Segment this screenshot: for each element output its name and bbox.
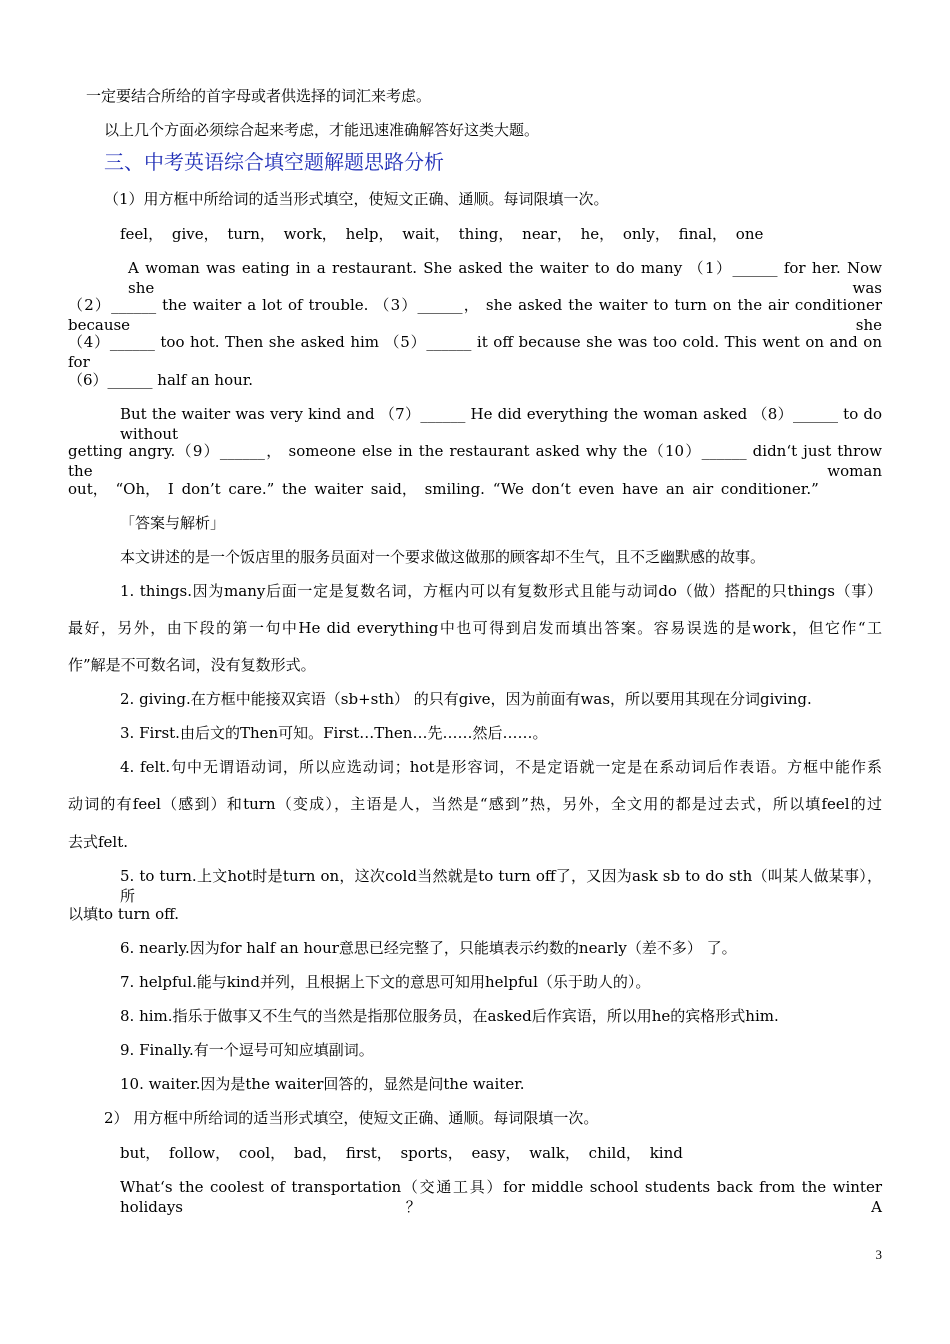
q1-passage-line: out， “Oh， I don’t care.” the waiter said， smiling. “We don‘t even have an air conditioner.” xyxy=(68,480,819,498)
answer-line: 去式felt. xyxy=(68,833,129,851)
q1-word-box: feel， give， turn， work， help， wait， thing， near， he， only， final， one xyxy=(120,225,764,243)
answer-line: 最好，另外，由下段的第一句中He did everything中也可得到启发而填出答案。容易误选的是work，但它作“工 xyxy=(68,619,882,637)
q2-passage-line: What‘s the coolest of transportation（交通工具）for middle school students back from the winter holidays？ A xyxy=(120,1178,882,1216)
answer-heading: 「答案与解析」 xyxy=(120,514,226,532)
q1-passage-line: A woman was eating in a restaurant. She asked the waiter to do many （1）______ for her. Now she was xyxy=(128,259,882,297)
answer-line: 7. helpful.能与kind并列，且根据上下文的意思可知用helpful（乐于助人的）。 xyxy=(120,973,651,991)
intro-line-1: 一定要结合所给的首字母或者供选择的词汇来考虑。 xyxy=(86,87,432,105)
answer-line: 5. to turn.上文hot时是turn on，这次cold当然就是to turn off了，又因为ask sb to do sth（叫某人做某事），所 xyxy=(120,867,882,905)
answer-summary: 本文讲述的是一个饭店里的服务员面对一个要求做这做那的顾客却不生气，且不乏幽默感的故事。 xyxy=(120,548,766,566)
section-heading: 三、中考英语综合填空题解题思路分析 xyxy=(104,150,444,174)
answer-line: 2. giving.在方框中能接双宾语（sb+sth） 的只有give，因为前面有was，所以要用其现在分词giving. xyxy=(120,690,812,708)
q2-instruction: 2） 用方框中所给词的适当形式填空，使短文正确、通顺。每词限填一次。 xyxy=(104,1109,599,1127)
answer-line: 以填to turn off. xyxy=(68,905,180,923)
q2-word-box: but， follow， cool， bad， first， sports， easy， walk， child， kind xyxy=(120,1144,683,1162)
answer-line: 3. First.由后文的Then可知。First…Then…先……然后……。 xyxy=(120,724,548,742)
intro-line-2: 以上几个方面必须综合起来考虑，才能迅速准确解答好这类大题。 xyxy=(104,121,540,139)
answer-line: 作”解是不可数名词，没有复数形式。 xyxy=(68,656,316,674)
q1-passage-line: getting angry.（9）______， someone else in the restaurant asked why the（10）______ didn‘t just throw the woman xyxy=(68,442,882,480)
answer-line: 9. Finally.有一个逗号可知应填副词。 xyxy=(120,1041,374,1059)
q1-passage-line: But the waiter was very kind and （7）______ He did everything the woman asked （8）______ to do without xyxy=(120,405,882,443)
answer-line: 8. him.指乐于做事又不生气的当然是指那位服务员，在asked后作宾语，所以用he的宾格形式him. xyxy=(120,1007,779,1025)
q1-passage-line: （6）______ half an hour. xyxy=(68,371,254,389)
answer-line: 动词的有feel（感到）和turn（变成），主语是人，当然是“感到”热，另外，全文用的都是过去式，所以填feel的过 xyxy=(68,795,882,813)
q1-instruction: （1）用方框中所给词的适当形式填空，使短文正确、通顺。每词限填一次。 xyxy=(104,190,609,208)
q1-passage-line: （2）______ the waiter a lot of trouble. （3）______， she asked the waiter to turn on the air conditioner because she xyxy=(68,296,882,334)
answer-line: 1. things.因为many后面一定是复数名词，方框内可以有复数形式且能与动词do（做）搭配的只things（事） xyxy=(120,582,882,600)
page-number: 3 xyxy=(875,1247,882,1262)
answer-line: 10. waiter.因为是the waiter回答的，显然是问the waiter. xyxy=(120,1075,525,1093)
answer-line: 6. nearly.因为for half an hour意思已经完整了，只能填表示约数的nearly（差不多） 了。 xyxy=(120,939,737,957)
answer-line: 4. felt.句中无谓语动词，所以应选动词；hot是形容词，不是定语就一定是在系动词后作表语。方框中能作系 xyxy=(120,758,882,776)
q1-passage-line: （4）______ too hot. Then she asked him （5）______ it off because she was too cold. This went on and on for xyxy=(68,333,882,371)
